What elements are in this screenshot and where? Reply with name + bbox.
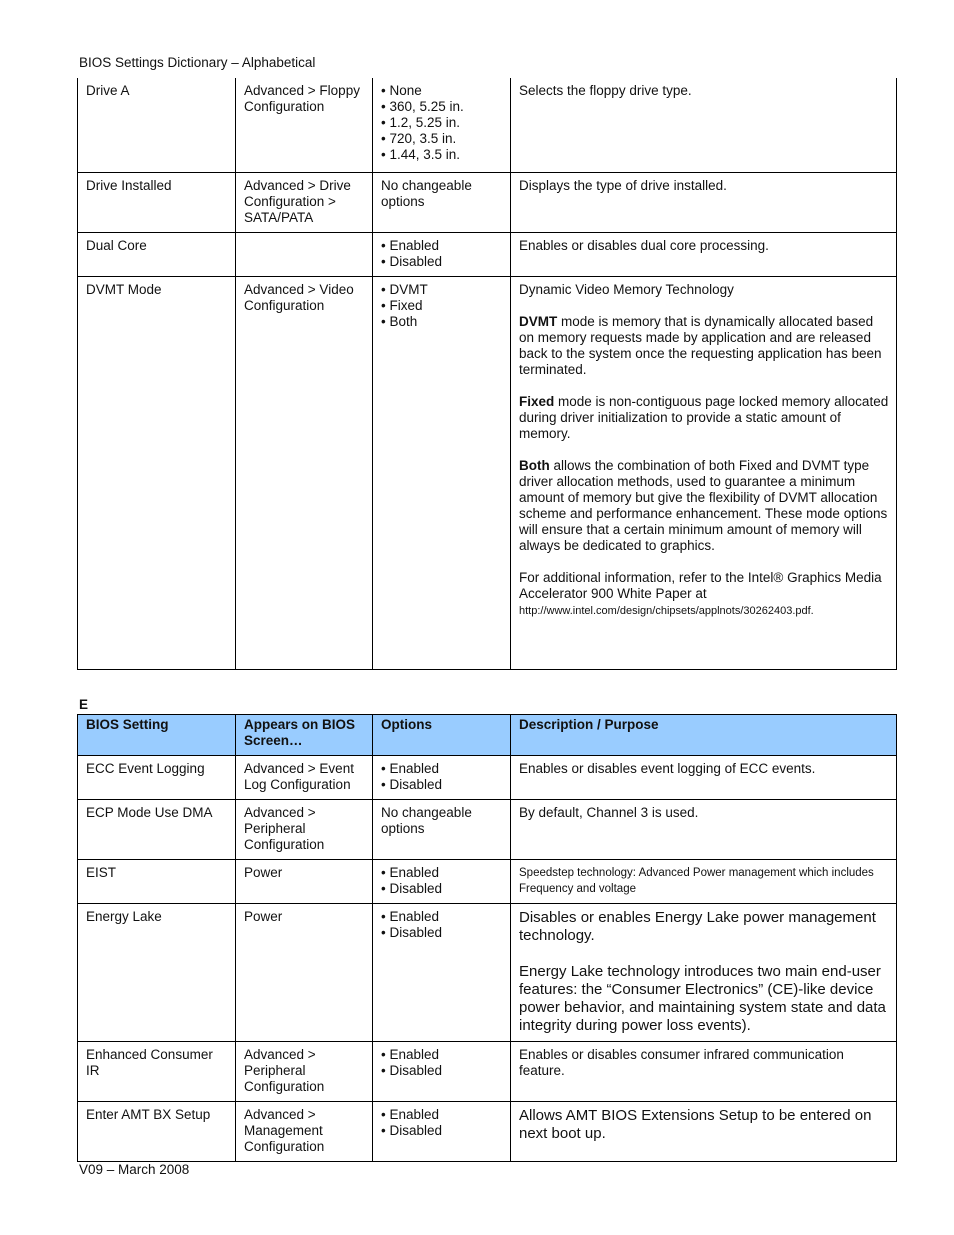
description-text: For additional information, refer to the Intel® Graphics Media Accelerator 900 White Paper at [519,569,882,601]
bios-screen: Power [236,904,373,1042]
options-cell [373,904,511,1042]
option: • Disabled [381,1063,443,1078]
description: Selects the floppy drive type. [511,78,897,172]
description-paragraph [519,394,889,442]
option: • Disabled [381,1123,443,1138]
option: • DVMT [381,281,428,297]
table-row [78,1102,897,1162]
bios-screen: Advanced > Management Configuration [236,1102,373,1162]
table-row [78,232,897,276]
description: Displays the type of drive installed. [511,172,897,232]
page-footer: V09 – March 2008 [79,1162,190,1177]
column-header: Appears on BIOS Screen… [236,715,373,756]
bios-screen [236,232,373,276]
table-row [78,1042,897,1102]
setting-name: Enter AMT BX Setup [78,1102,236,1162]
bios-screen: Advanced > Peripheral Configuration [236,1042,373,1102]
option: • 720, 3.5 in. [381,131,457,146]
description: Enables or disables consumer infrared communication feature. [511,1042,897,1102]
option: • 1.44, 3.5 in. [381,147,461,162]
column-header: Description / Purpose [511,715,897,756]
description-intro: Dynamic Video Memory Technology [519,281,734,297]
setting-name: Dual Core [78,232,236,276]
page-header: BIOS Settings Dictionary – Alphabetical [79,55,316,70]
setting-name: DVMT Mode [78,276,236,669]
description: Enables or disables dual core processing. [511,232,897,276]
description-paragraph: Energy Lake technology introduces two main end-user features: the “Consumer Electronics” (CE)-like device power behavior, and maintaining system state and data integrity during power loss events). [519,963,886,1034]
table-header-row [78,715,897,756]
option: • Fixed [381,297,423,313]
options-cell [373,756,511,800]
bios-screen: Advanced > Event Log Configuration [236,756,373,800]
table-row [78,860,897,904]
option: • Enabled [381,1107,440,1122]
description-paragraph [519,458,889,554]
bios-screen: Advanced > Floppy Configuration [236,78,373,172]
white-paper-url: http://www.intel.com/design/chipsets/applnots/30262403.pdf. [519,604,814,617]
option: • Enabled [381,865,440,880]
table-row [78,904,897,1042]
column-header: Options [373,715,511,756]
options-cell [373,78,511,172]
table-row [78,756,897,800]
settings-table-d [77,78,897,670]
option: • 360, 5.25 in. [381,99,464,114]
setting-name: Drive A [78,78,236,172]
setting-name: Enhanced Consumer IR [78,1042,236,1102]
setting-name: Energy Lake [78,904,236,1042]
description [511,276,897,669]
option: • Both [381,313,418,329]
description: Speedstep technology: Advanced Power management which includes Frequency and voltage [511,860,897,904]
option: • None [381,83,422,98]
option: • Disabled [381,925,443,940]
option: • 1.2, 5.25 in. [381,115,461,130]
option: • Disabled [381,777,443,792]
description-paragraph [519,570,889,619]
option: • Enabled [381,761,440,776]
setting-name: ECC Event Logging [78,756,236,800]
description-text: mode is non-contiguous page locked memory allocated during driver initialization to provide a static amount of memory. [519,393,889,441]
bios-screen: Advanced > Video Configuration [236,276,373,669]
term: DVMT [519,313,558,329]
description-paragraph: Disables or enables Energy Lake power management technology. [519,909,876,944]
description-paragraph [519,314,889,378]
option: • Disabled [381,881,443,896]
option: • Enabled [381,1047,440,1062]
settings-table-e [77,714,897,1162]
option: • Disabled [381,253,443,269]
setting-name: ECP Mode Use DMA [78,800,236,860]
table-row [78,172,897,232]
description-text: mode is memory that is dynamically allocated based on memory requests made by application and are released back to the system once the requesting application has been terminated. [519,313,882,377]
options-cell: No changeable options [373,172,511,232]
options-cell: No changeable options [373,800,511,860]
table-row [78,800,897,860]
description: By default, Channel 3 is used. [511,800,897,860]
setting-name: Drive Installed [78,172,236,232]
description: Enables or disables event logging of ECC events. [511,756,897,800]
description-text: allows the combination of both Fixed and DVMT type driver allocation methods, used to guarantee a minimum amount of memory but give the flexibility of DVMT allocation scheme and performance enhancement. These mode options will ensure that a certain minimum amount of memory will always be dedicated to graphics. [519,457,888,553]
bios-screen: Advanced > Drive Configuration > SATA/PATA [236,172,373,232]
column-header: BIOS Setting [78,715,236,756]
description [511,904,897,1042]
table-row [78,276,897,669]
options-cell [373,1102,511,1162]
options-cell [373,276,511,669]
term: Both [519,457,550,473]
options-cell [373,1042,511,1102]
section-heading: E [79,697,89,712]
bios-screen: Power [236,860,373,904]
description: Allows AMT BIOS Extensions Setup to be entered on next boot up. [511,1102,897,1162]
option: • Enabled [381,909,440,924]
option: • Enabled [381,237,440,253]
table-row [78,78,897,172]
bios-screen: Advanced > Peripheral Configuration [236,800,373,860]
options-cell [373,860,511,904]
options-cell [373,232,511,276]
setting-name: EIST [78,860,236,904]
term: Fixed [519,393,555,409]
